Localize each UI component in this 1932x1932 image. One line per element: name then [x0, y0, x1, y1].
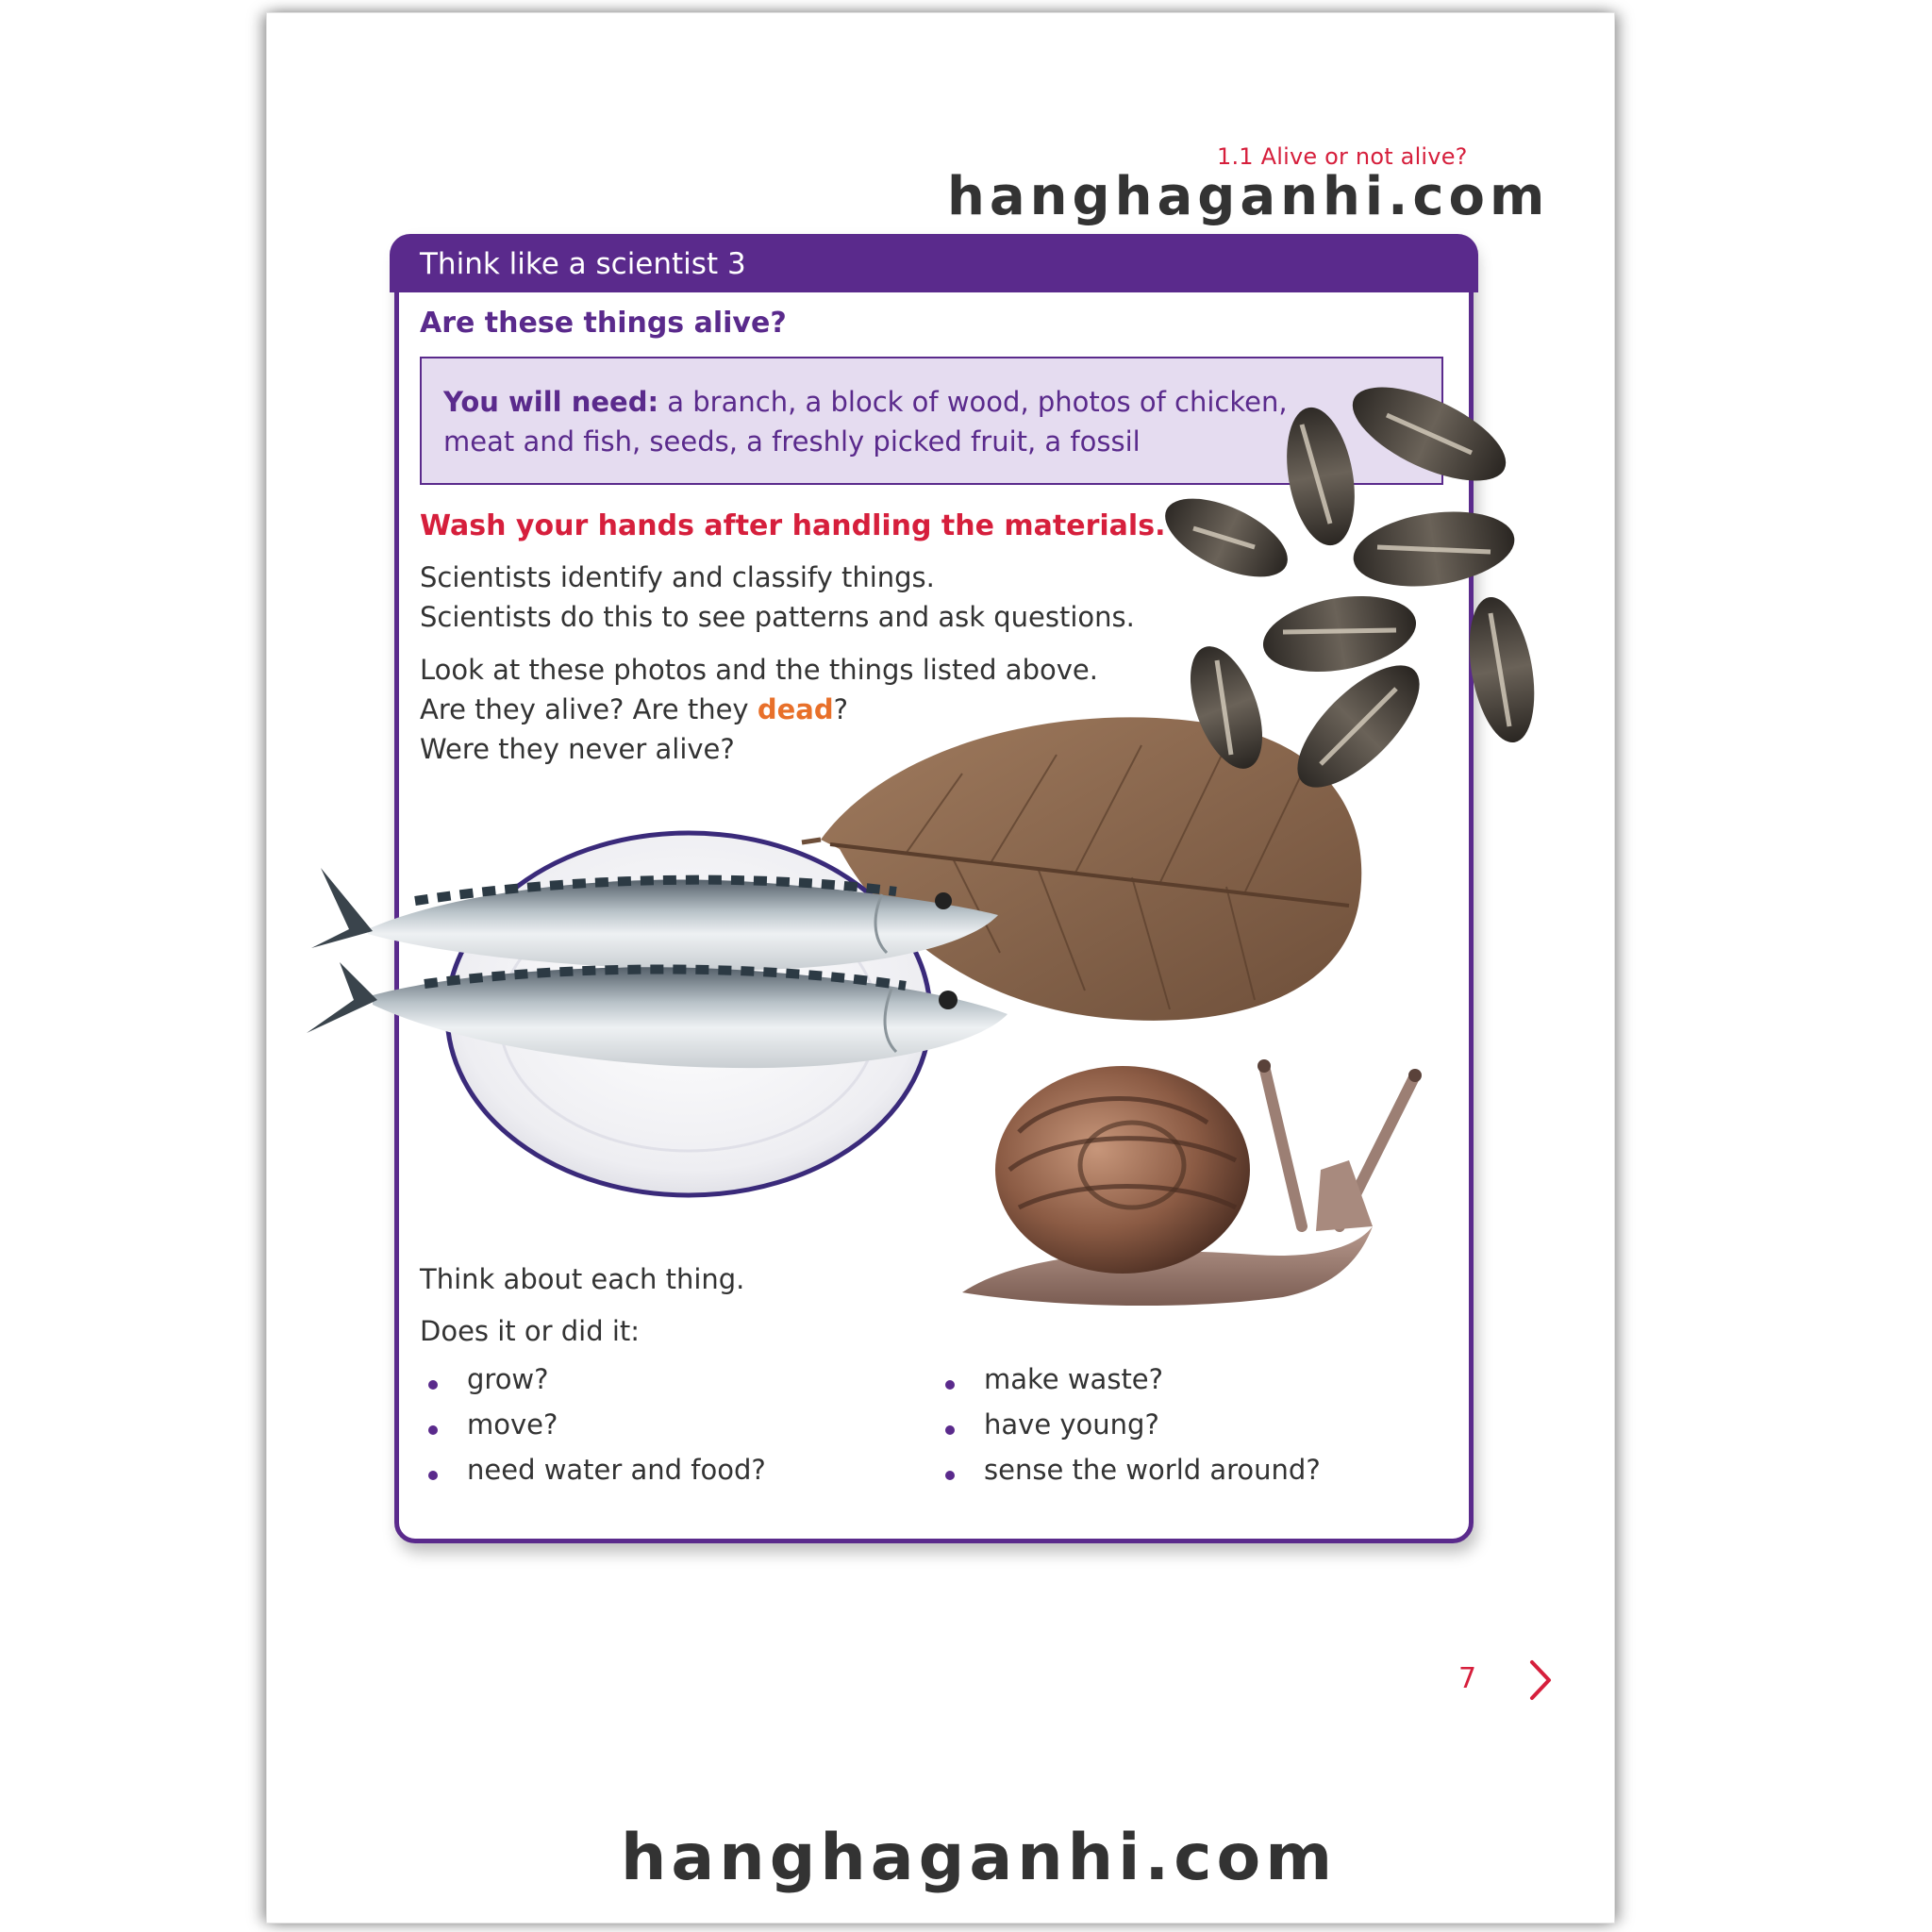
chevron-right-icon[interactable] — [1526, 1658, 1555, 1702]
list-item: move? — [423, 1408, 766, 1454]
does-line: Does it or did it: — [420, 1315, 641, 1347]
look-line-3: Were they never alive? — [420, 733, 735, 765]
page-number: 7 — [1458, 1662, 1477, 1695]
list-item: have young? — [940, 1408, 1321, 1454]
criteria-list-left — [423, 1363, 766, 1499]
list-item: grow? — [423, 1363, 766, 1408]
seeds-image — [1154, 368, 1544, 807]
look-line-2-end: ? — [833, 693, 848, 725]
intro-line-1: Scientists identify and classify things. — [420, 561, 935, 593]
intro-line-2: Scientists do this to see patterns and ask questions. — [420, 601, 1135, 633]
criteria-list-right — [940, 1363, 1321, 1499]
think-line: Think about each thing. — [420, 1263, 745, 1295]
list-item: make waste? — [940, 1363, 1321, 1408]
activity-title: Think like a scientist 3 — [420, 247, 746, 281]
safety-warning: Wash your hands after handling the materials. — [420, 509, 1166, 542]
materials-label: You will need: — [443, 386, 659, 418]
keyword-dead: dead — [757, 693, 834, 725]
materials-items: a branch, a block of wood, photos of chicken, meat and fish, seeds, a freshly picked fruit, a fossil — [443, 386, 1288, 458]
list-item: sense the world around? — [940, 1454, 1321, 1499]
list-item: need water and food? — [423, 1454, 766, 1499]
watermark-top: hanghaganhi.com — [947, 166, 1550, 227]
look-line-1: Look at these photos and the things listed above. — [420, 654, 1098, 686]
activity-question: Are these things alive? — [420, 307, 787, 340]
watermark-bottom: hanghaganhi.com — [621, 1821, 1338, 1895]
look-line-2-start: Are they alive? Are they — [420, 693, 758, 725]
section-reference: 1.1 Alive or not alive? — [1217, 143, 1468, 170]
snail-image — [962, 1059, 1422, 1306]
